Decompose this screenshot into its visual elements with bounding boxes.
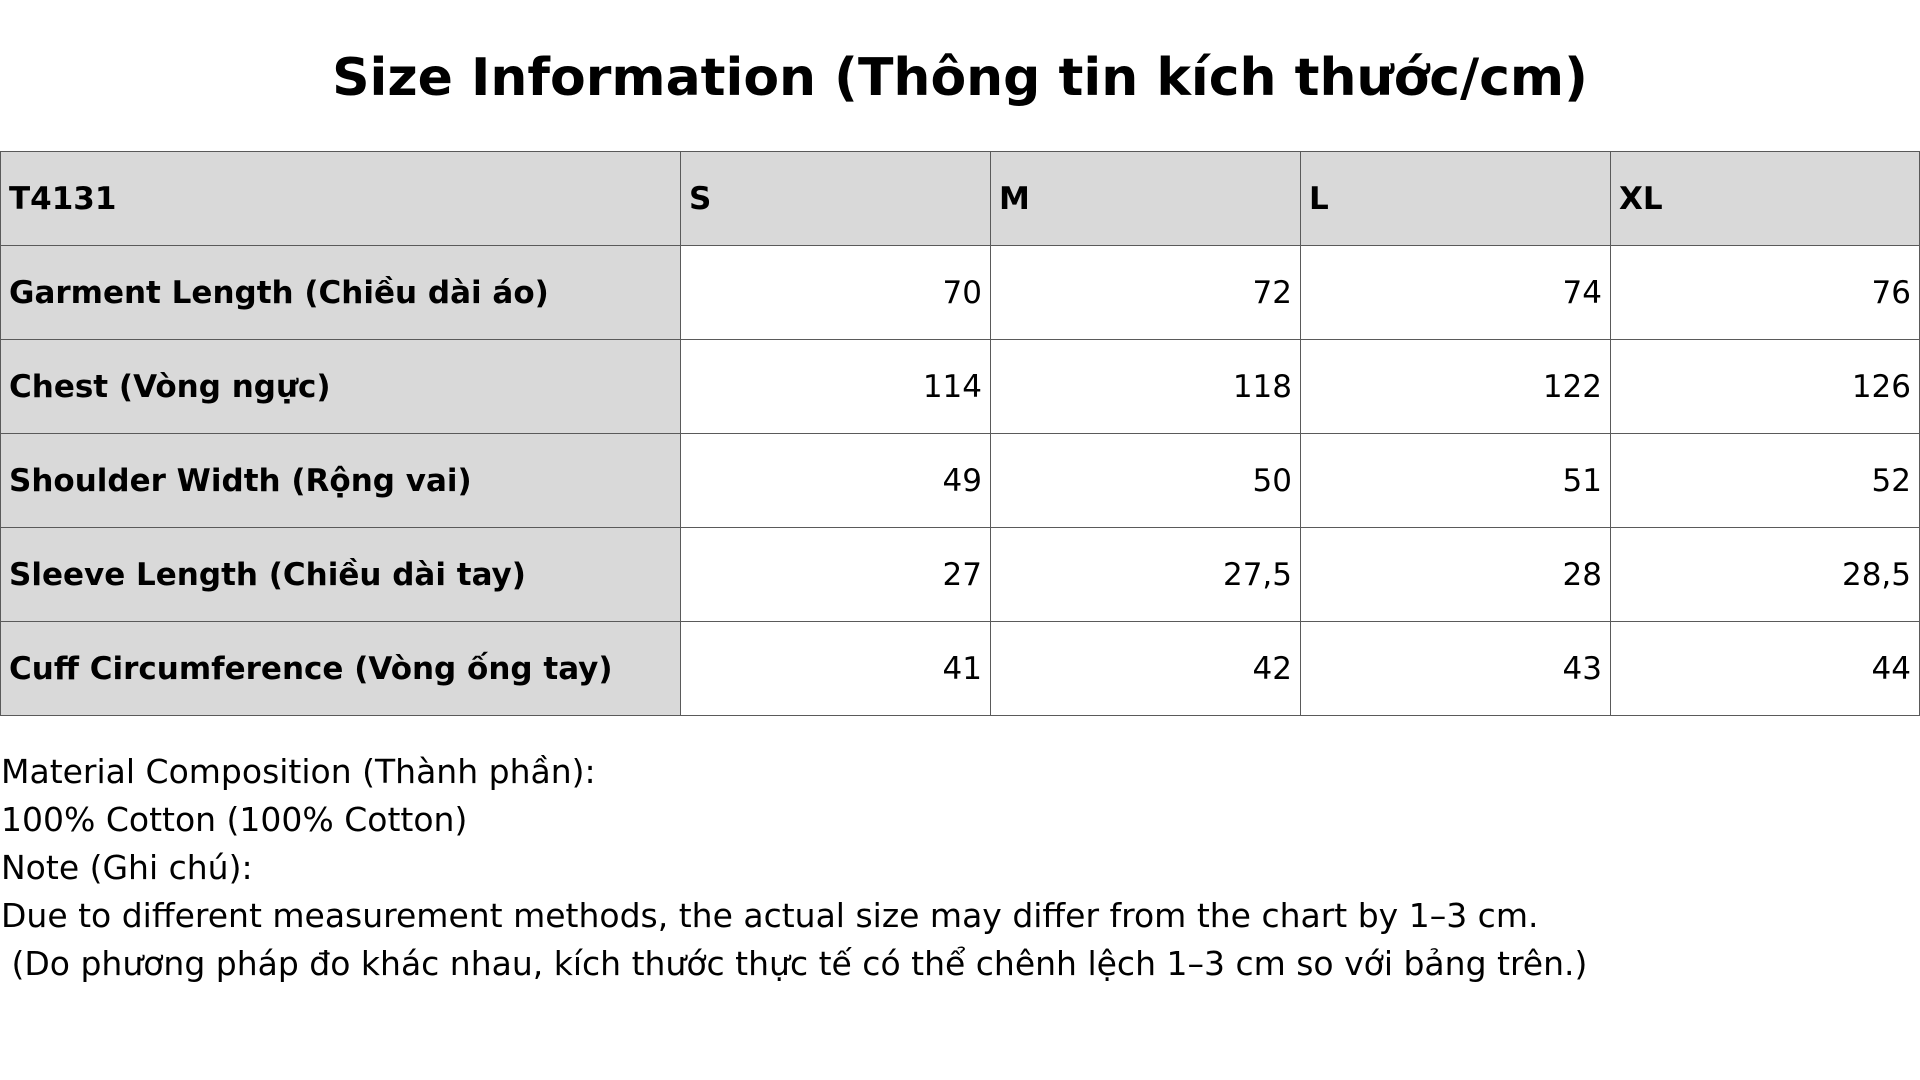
page-title: Size Information (Thông tin kích thước/cm)	[332, 48, 1588, 108]
table-cell: 44	[1611, 622, 1920, 716]
table-cell: 28,5	[1611, 528, 1920, 622]
table-header-row	[1, 152, 1920, 246]
table-row	[1, 528, 1920, 622]
table-cell: 122	[1301, 340, 1611, 434]
note-vietnamese: (Do phương pháp đo khác nhau, kích thước thực tế có thể chênh lệch 1–3 cm so với bảng trên.)	[1, 944, 1588, 983]
note-english: Due to different measurement methods, the actual size may differ from the chart by 1–3 cm.	[1, 896, 1539, 935]
notes-block	[1, 748, 1901, 988]
table-cell: 28	[1301, 528, 1611, 622]
table-cell: 72	[991, 246, 1301, 340]
table-row	[1, 434, 1920, 528]
table-cell: 70	[681, 246, 991, 340]
table-cell: 27,5	[991, 528, 1301, 622]
table-cell: 51	[1301, 434, 1611, 528]
table-row	[1, 622, 1920, 716]
header-product-code: T4131	[1, 152, 681, 246]
table-row	[1, 246, 1920, 340]
material-value: 100% Cotton (100% Cotton)	[1, 800, 468, 839]
material-heading: Material Composition (Thành phần):	[1, 752, 596, 791]
header-size-xl: XL	[1611, 152, 1920, 246]
table-row	[1, 340, 1920, 434]
header-size-m: M	[991, 152, 1301, 246]
table-cell: 126	[1611, 340, 1920, 434]
row-label-sleeve-length: Sleeve Length (Chiều dài tay)	[1, 528, 681, 622]
row-label-cuff-circumference: Cuff Circumference (Vòng ống tay)	[1, 622, 681, 716]
header-size-s: S	[681, 152, 991, 246]
table-cell: 74	[1301, 246, 1611, 340]
table-cell: 114	[681, 340, 991, 434]
row-label-garment-length: Garment Length (Chiều dài áo)	[1, 246, 681, 340]
table-cell: 52	[1611, 434, 1920, 528]
table-cell: 118	[991, 340, 1301, 434]
table-cell: 42	[991, 622, 1301, 716]
note-heading: Note (Ghi chú):	[1, 848, 253, 887]
table-cell: 43	[1301, 622, 1611, 716]
row-label-shoulder-width: Shoulder Width (Rộng vai)	[1, 434, 681, 528]
header-size-l: L	[1301, 152, 1611, 246]
table-cell: 76	[1611, 246, 1920, 340]
table-cell: 49	[681, 434, 991, 528]
size-table	[0, 151, 1920, 716]
table-cell: 50	[991, 434, 1301, 528]
row-label-chest: Chest (Vòng ngực)	[1, 340, 681, 434]
table-cell: 41	[681, 622, 991, 716]
table-cell: 27	[681, 528, 991, 622]
